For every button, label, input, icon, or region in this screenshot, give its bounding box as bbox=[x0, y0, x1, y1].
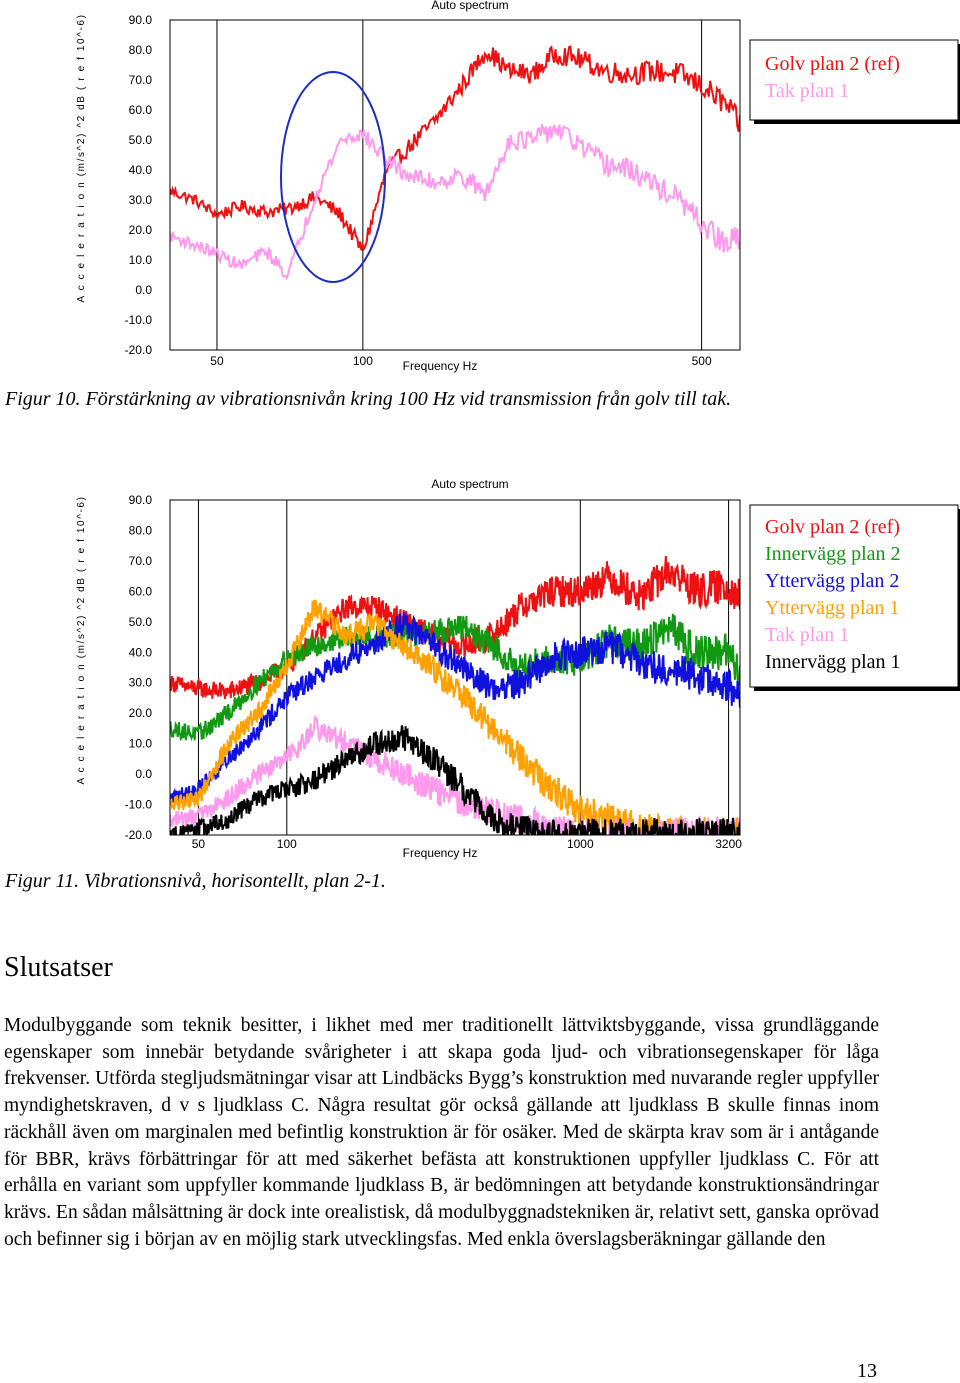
annotation-circle bbox=[281, 72, 385, 282]
y-tick-label: -20.0 bbox=[124, 343, 152, 357]
y-tick-label: 80.0 bbox=[128, 523, 152, 538]
figure-11-chart bbox=[0, 470, 960, 865]
y-tick-label: 20.0 bbox=[128, 706, 152, 721]
y-tick-label: 20.0 bbox=[128, 223, 152, 237]
y-tick-label: 90.0 bbox=[128, 13, 152, 27]
y-tick-label: -10.0 bbox=[124, 797, 152, 812]
y-tick-label: 30.0 bbox=[128, 193, 152, 207]
y-tick-label: 70.0 bbox=[128, 553, 152, 568]
x-tick-label: 100 bbox=[276, 837, 297, 851]
y-tick-label: 60.0 bbox=[128, 103, 152, 117]
y-tick-label: 40.0 bbox=[128, 163, 152, 177]
y-tick-label: 0.0 bbox=[135, 283, 152, 297]
y-axis-label: A c c e l e r a t i o n (m/s^2) ^2 dB ( r e f 10^-6) bbox=[76, 13, 87, 303]
y-tick-label: 50.0 bbox=[128, 133, 152, 147]
y-tick-label: 10.0 bbox=[128, 736, 152, 751]
y-tick-label: 10.0 bbox=[128, 253, 152, 267]
figure-11-svg bbox=[0, 470, 960, 865]
x-tick-label: 100 bbox=[352, 354, 373, 368]
y-tick-label: 0.0 bbox=[135, 767, 152, 782]
series-line bbox=[170, 47, 740, 251]
y-tick-label: 90.0 bbox=[128, 493, 152, 507]
x-tick-label: 50 bbox=[210, 354, 224, 368]
figure-10-svg bbox=[0, 0, 960, 380]
y-tick-label: -20.0 bbox=[124, 828, 152, 842]
chart-title: Auto spectrum bbox=[431, 477, 509, 491]
figure-10-chart bbox=[0, 0, 960, 380]
page-number: 13 bbox=[857, 1360, 877, 1382]
legend-entry: Tak plan 1 bbox=[765, 624, 850, 646]
legend-entry: Golv plan 2 (ref) bbox=[765, 53, 900, 75]
figure-11-caption: Figur 11. Vibrationsnivå, horisontellt, plan 2-1. bbox=[5, 870, 386, 892]
plot-frame bbox=[170, 20, 740, 350]
chart-title: Auto spectrum bbox=[431, 0, 509, 12]
legend-entry: Tak plan 1 bbox=[765, 80, 850, 102]
series-line bbox=[170, 125, 740, 278]
figure-10-caption: Figur 10. Förstärkning av vibrationsnivån kring 100 Hz vid transmission från golv till tak. bbox=[5, 388, 732, 410]
y-tick-label: 80.0 bbox=[128, 43, 152, 57]
y-axis-label: A c c e l e r a t i o n (m/s^2) ^2 dB ( r e f 10^-6) bbox=[76, 495, 87, 785]
section-paragraph: Modulbyggande som teknik besitter, i likhet med mer traditionellt lättviktsbyggande, vissa grundläggande egenskaper som innebär betydande svårigheter i att skapa goda ljud- och vibrationsegenskaper för låga frekvenser. Utförda stegljudsmätningar visar att Lindbäcks Bygg’s konstruktion med nuvarande regler uppfyller myndighetskraven, d v s ljudklass C. Några resultat gör också gällande att ljudklass B skulle finnas inom räckhåll även om marginalen med befintlig konstruktion är för osäker. Med de skärpta krav som är i antågande för BBR, krävs förbättringar för att med säkerhet befästa att konstruktionen uppfyller ljudklass C. För att erhålla en variant som uppfyller kommande ljudklass B, är bedömningen att betydande konstruktionsändringar krävs. En sådan målsättning är dock inte orealistisk, då modulbyggnadstekniken är, relativt sett, ganska oprövad och befinner sig i början av en möjlig stark utvecklingsfas. Med enkla överslagsberäkningar gällande den bbox=[4, 1015, 879, 1250]
legend-entry: Yttervägg plan 1 bbox=[765, 597, 900, 619]
x-tick-label: 1000 bbox=[566, 837, 594, 851]
x-tick-label: 500 bbox=[691, 354, 712, 368]
legend-entry: Innervägg plan 2 bbox=[765, 543, 901, 565]
legend-entry: Yttervägg plan 2 bbox=[765, 570, 900, 592]
x-tick-label: 3200 bbox=[715, 837, 742, 851]
x-axis-label: Frequency Hz bbox=[402, 359, 478, 373]
y-tick-label: 50.0 bbox=[128, 614, 152, 629]
x-tick-label: 50 bbox=[191, 837, 206, 851]
legend-entry: Golv plan 2 (ref) bbox=[765, 516, 900, 538]
y-tick-label: 40.0 bbox=[128, 645, 152, 660]
y-tick-label: -10.0 bbox=[124, 313, 152, 327]
x-axis-label: Frequency Hz bbox=[402, 846, 478, 860]
legend-entry: Innervägg plan 1 bbox=[765, 651, 901, 673]
y-tick-label: 70.0 bbox=[128, 73, 152, 87]
y-tick-label: 30.0 bbox=[128, 675, 152, 690]
series-line bbox=[170, 600, 740, 854]
section-heading: Slutsatser bbox=[4, 952, 113, 983]
series-line bbox=[170, 726, 740, 853]
y-tick-label: 60.0 bbox=[128, 584, 152, 599]
